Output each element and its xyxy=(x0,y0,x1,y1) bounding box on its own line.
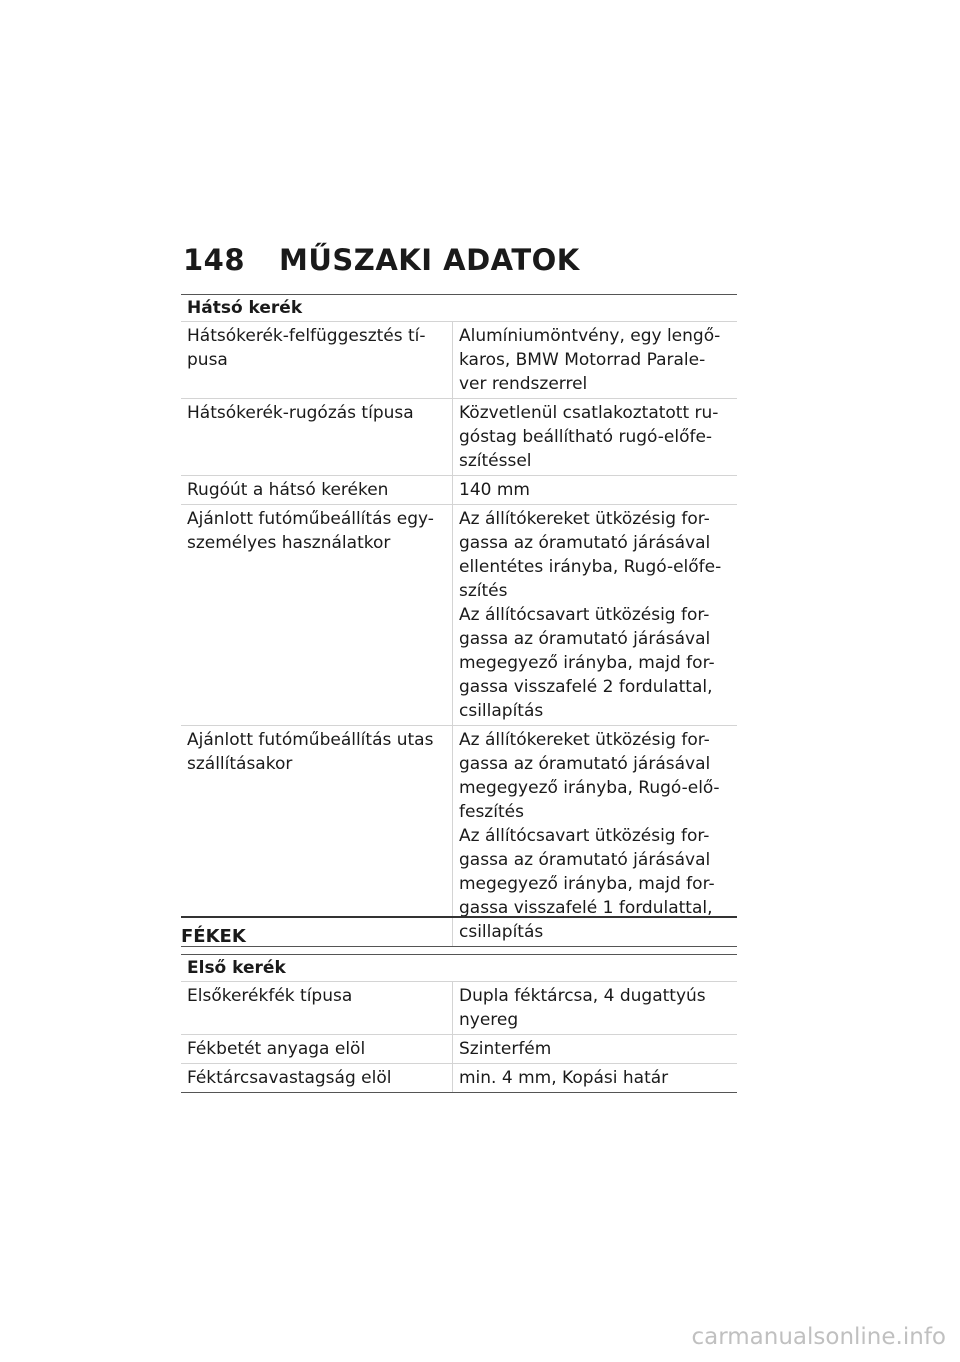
table-row xyxy=(181,505,737,726)
label-line: Hátsókerék-felfüggesztés tí- xyxy=(187,326,426,346)
value-line: gassa az óramutató járásával xyxy=(459,533,711,553)
value-line: ellentétes irányba, Rugó-előfe- xyxy=(459,557,722,577)
table-row xyxy=(181,399,737,476)
watermark: carmanualsonline.info xyxy=(691,1324,946,1350)
table-row xyxy=(181,1064,737,1093)
label-line: Féktárcsavastagság elöl xyxy=(187,1068,392,1088)
table-heading: Hátsó kerék xyxy=(181,294,737,322)
row-value xyxy=(453,982,737,1034)
value-line: Az állítócsavart ütközésig for- xyxy=(459,826,710,846)
value-line: megegyező irányba, majd for- xyxy=(459,653,715,673)
rear-wheel-table xyxy=(181,294,737,947)
row-value xyxy=(453,1035,737,1063)
front-brake-table xyxy=(181,954,737,1093)
value-line: gassa az óramutató járásával xyxy=(459,629,711,649)
row-value xyxy=(453,322,737,398)
row-value xyxy=(453,476,737,504)
value-line: karos, BMW Motorrad Parale- xyxy=(459,350,706,370)
section-title: FÉKEK xyxy=(181,916,737,948)
page-number: 148 xyxy=(183,243,246,277)
label-line: személyes használatkor xyxy=(187,533,391,553)
value-line: megegyező irányba, majd for- xyxy=(459,874,715,894)
row-label xyxy=(181,322,453,398)
value-line: szítéssel xyxy=(459,451,532,471)
row-label xyxy=(181,982,453,1034)
value-line: Dupla féktárcsa, 4 dugattyús xyxy=(459,986,706,1006)
value-line: szítés xyxy=(459,581,508,601)
row-label xyxy=(181,505,453,725)
value-line: 140 mm xyxy=(459,480,530,500)
page-header xyxy=(183,243,743,283)
label-line: pusa xyxy=(187,350,228,370)
table-row xyxy=(181,1035,737,1064)
row-label xyxy=(181,1035,453,1063)
chapter-title: MŰSZAKI ADATOK xyxy=(279,243,580,277)
value-line: nyereg xyxy=(459,1010,519,1030)
row-label xyxy=(181,1064,453,1092)
label-line: Hátsókerék-rugózás típusa xyxy=(187,403,414,423)
table-row xyxy=(181,726,737,947)
label-line: Ajánlott futóműbeállítás egy- xyxy=(187,509,434,529)
value-line: feszítés xyxy=(459,802,524,822)
table-row xyxy=(181,322,737,399)
row-value xyxy=(453,505,737,725)
value-line: ver rendszerrel xyxy=(459,374,588,394)
value-line: Szinterfém xyxy=(459,1039,552,1059)
table-heading: Első kerék xyxy=(181,954,737,982)
row-value xyxy=(453,726,737,946)
value-line: gassa az óramutató járásával xyxy=(459,850,711,870)
row-label xyxy=(181,726,453,946)
label-line: Rugóút a hátsó keréken xyxy=(187,480,389,500)
label-line: Ajánlott futóműbeállítás utas xyxy=(187,730,434,750)
row-value xyxy=(453,1064,737,1092)
value-line: gassa az óramutató járásával xyxy=(459,754,711,774)
value-line: gassa visszafelé 2 fordulattal, xyxy=(459,677,713,697)
value-line: Alumíniumöntvény, egy lengő- xyxy=(459,326,721,346)
value-line: csillapítás xyxy=(459,922,544,942)
value-line: Az állítókereket ütközésig for- xyxy=(459,730,710,750)
table-row xyxy=(181,982,737,1035)
value-line: megegyező irányba, Rugó-elő- xyxy=(459,778,720,798)
value-line: góstag beállítható rugó-előfe- xyxy=(459,427,713,447)
value-line: Az állítókereket ütközésig for- xyxy=(459,509,710,529)
row-value xyxy=(453,399,737,475)
value-line: Közvetlenül csatlakoztatott ru- xyxy=(459,403,719,423)
label-line: Elsőkerékfék típusa xyxy=(187,986,353,1006)
label-line: Fékbetét anyaga elöl xyxy=(187,1039,366,1059)
value-line: csillapítás xyxy=(459,701,544,721)
value-line: min. 4 mm, Kopási határ xyxy=(459,1068,669,1088)
row-label xyxy=(181,399,453,475)
value-line: gassa visszafelé 1 fordulattal, xyxy=(459,898,713,918)
row-label xyxy=(181,476,453,504)
table-row xyxy=(181,476,737,505)
value-line: Az állítócsavart ütközésig for- xyxy=(459,605,710,625)
label-line: szállításakor xyxy=(187,754,293,774)
